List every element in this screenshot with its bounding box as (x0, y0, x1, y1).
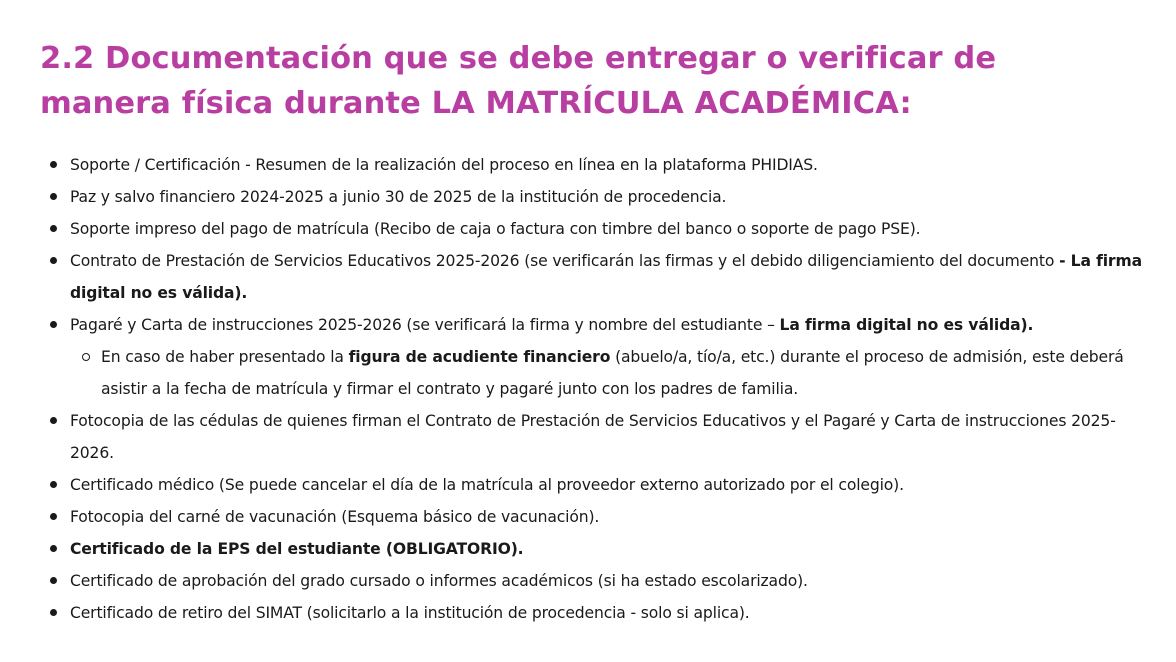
bullet-icon (50, 513, 57, 520)
list-item (40, 213, 1150, 245)
sub-item-bold-text: figura de acudiente financiero (348, 348, 611, 366)
sub-item-text-after: (abuelo/a, tío/a, etc.) durante el proceso de admisión, este deberá asistir a la fecha de matrícula y firmar el contrato y pagaré junto con los padres de familia. (101, 348, 1124, 398)
list-item-text: Certificado de retiro del SIMAT (solicitarlo a la institución de procedencia - solo si aplica). (70, 604, 750, 622)
bullet-icon (50, 577, 57, 584)
list-item-bold-text: Certificado de la EPS del estudiante (OBLIGATORIO). (70, 540, 524, 558)
sub-list (70, 341, 1150, 405)
list-item (40, 597, 1150, 629)
section-heading-line-2: manera física durante LA MATRÍCULA ACADÉMICA: (40, 86, 912, 121)
bullet-icon (50, 545, 57, 552)
requirements-list (40, 149, 1150, 629)
bullet-icon (50, 193, 57, 200)
bullet-icon (50, 161, 57, 168)
bullet-icon (50, 609, 57, 616)
bullet-icon (50, 225, 57, 232)
sub-list-item (70, 341, 1150, 405)
list-item-text: Contrato de Prestación de Servicios Educativos 2025-2026 (se verificarán las firmas y el debido diligenciamiento del documento (70, 252, 1060, 270)
list-item-bold-text: La firma digital no es válida). (779, 316, 1034, 334)
list-item (40, 245, 1150, 309)
list-item-text: Soporte / Certificación - Resumen de la realización del proceso en línea en la plataforma PHIDIAS. (70, 156, 818, 174)
list-item (40, 405, 1150, 469)
document-page (40, 36, 1150, 622)
section-heading (40, 36, 1150, 126)
list-item (40, 149, 1150, 181)
list-item-text: Fotocopia de las cédulas de quienes firman el Contrato de Prestación de Servicios Educativos y el Pagaré y Carta de instrucciones 2025-2026. (70, 412, 1116, 462)
list-item (40, 565, 1150, 597)
list-item (40, 309, 1150, 405)
list-item-text: Soporte impreso del pago de matrícula (Recibo de caja o factura con timbre del banco o soporte de pago PSE). (70, 220, 921, 238)
list-item (40, 469, 1150, 501)
sub-item-text-before: En caso de haber presentado la (101, 348, 349, 366)
list-item-text: Fotocopia del carné de vacunación (Esquema básico de vacunación). (70, 508, 600, 526)
list-item-text: Certificado de aprobación del grado cursado o informes académicos (si ha estado escolarizado). (70, 572, 808, 590)
section-heading-line-1: 2.2 Documentación que se debe entregar o verificar de (40, 41, 997, 76)
bullet-icon (50, 481, 57, 488)
list-item-bold-text: - La firma digital no es válida). (70, 252, 1142, 302)
list-item (40, 533, 1150, 565)
bullet-icon (50, 321, 57, 328)
list-item (40, 501, 1150, 533)
list-item-text: Paz y salvo financiero 2024-2025 a junio 30 de 2025 de la institución de procedencia. (70, 188, 727, 206)
list-item-text: Pagaré y Carta de instrucciones 2025-2026 (se verificará la firma y nombre del estudiante – (70, 316, 780, 334)
hollow-bullet-icon (82, 353, 90, 361)
list-item-text: Certificado médico (Se puede cancelar el día de la matrícula al proveedor externo autorizado por el colegio). (70, 476, 904, 494)
bullet-icon (50, 417, 57, 424)
list-item (40, 181, 1150, 213)
bullet-icon (50, 257, 57, 264)
